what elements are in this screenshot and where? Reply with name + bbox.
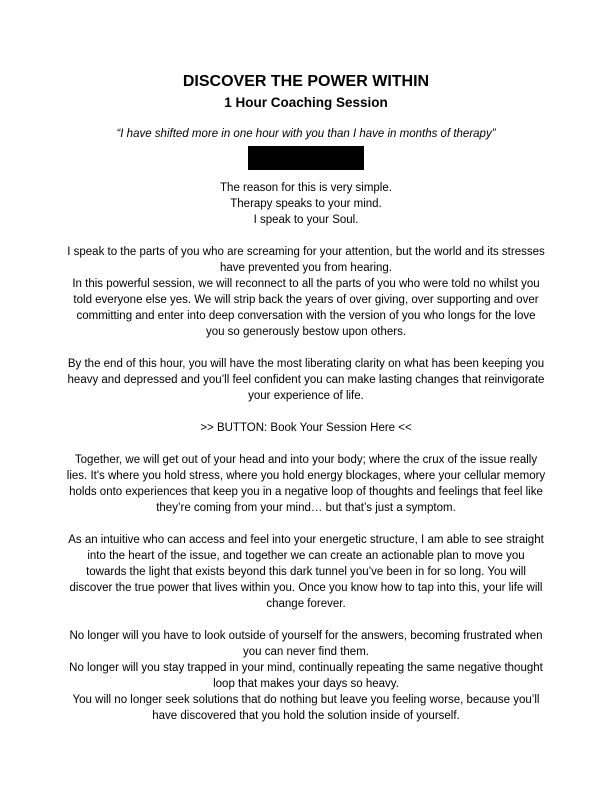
- paragraph-outcome: By the end of this hour, you will have the most liberating clarity on what has been keeping you heavy and depressed and you’ll feel confident you can make lasting changes that reinvigorate your experience of life.: [67, 358, 545, 402]
- paragraph-session: In this powerful session, we will reconnect to all the parts of you who were told no whilst you told everyone else yes. We will strip back the years of over giving, over supporting and over committing and enter into deep conversation with the version of you who longs for the love you so generously bestow upon others.: [72, 278, 540, 338]
- intro-line: I speak to your Soul.: [253, 214, 359, 226]
- testimonial-quote: “I have shifted more in one hour with you than I have in months of therapy”: [116, 128, 496, 140]
- paragraph-intuitive: As an intuitive who can access and feel into your energetic structure, I am able to see straight into the heart of the issue, and together we can create an actionable plan to move you towards the light that exists beyond this dark tunnel you’ve been in for so long. You will discover the true power that lives within you. Once you know how to tap into this, your life will change forever.: [68, 534, 544, 610]
- paragraph-attention: I speak to the parts of you who are screaming for your attention, but the world and its stresses have prevented you from hearing.: [67, 246, 545, 274]
- no-longer-block: [66, 628, 546, 724]
- intro-block: [66, 180, 546, 228]
- redacted-attribution: [248, 146, 364, 170]
- intro-line: Therapy speaks to your mind.: [230, 198, 382, 210]
- book-session-button[interactable]: >> BUTTON: Book Your Session Here <<: [200, 422, 412, 434]
- no-longer-line: You will no longer seek solutions that do nothing but leave you feeling worse, because you’ll have discovered that you hold the solution inside of yourself.: [72, 694, 540, 722]
- no-longer-line: No longer will you have to look outside of yourself for the answers, becoming frustrated when you can never find them.: [69, 630, 543, 658]
- page-title: DISCOVER THE POWER WITHIN: [182, 73, 430, 90]
- no-longer-line: No longer will you stay trapped in your mind, continually repeating the same negative thought loop that makes your days so heavy.: [69, 662, 543, 690]
- intro-line: The reason for this is very simple.: [220, 182, 392, 194]
- paragraph-body: Together, we will get out of your head and into your body; where the crux of the issue really lies. It's where you hold stress, where you hold energy blockages, where your cellular memory holds onto experiences that keep you in a negative loop of thoughts and feelings that feel like they’re coming from your mind… but that’s just a symptom.: [66, 454, 546, 514]
- page-subtitle: 1 Hour Coaching Session: [224, 95, 388, 110]
- paragraph-block: [66, 244, 546, 340]
